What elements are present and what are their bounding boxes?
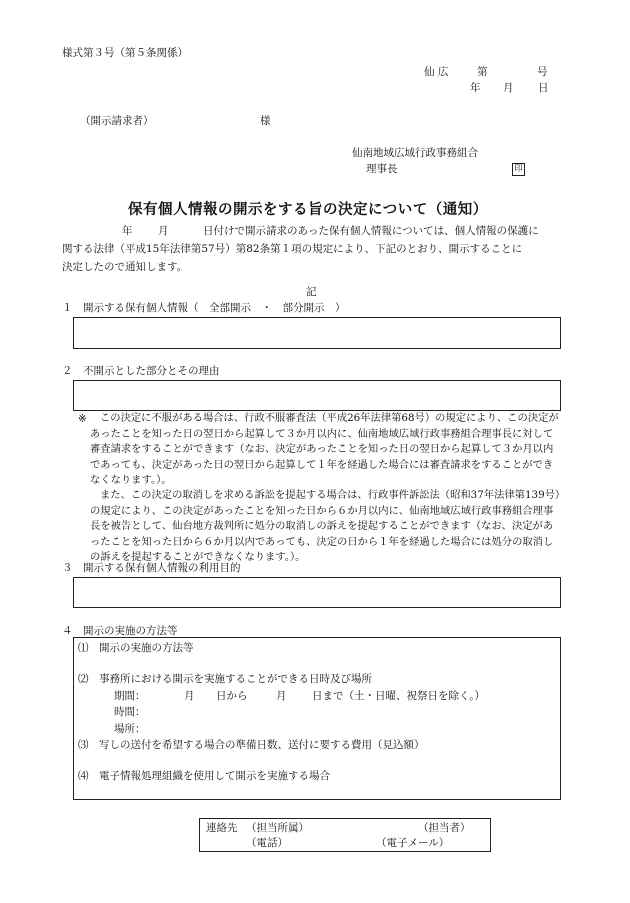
doc-go: 号 — [537, 66, 548, 78]
period-from: 日から — [216, 690, 248, 702]
requester-honorific: 様 — [260, 115, 271, 127]
notice-mark: ※ — [78, 413, 87, 425]
document-title: 保有個人情報の開示をする旨の決定について（通知） — [128, 201, 488, 218]
section-1-label: １ 開示する保有個人情報（ 全部開示 ・ 部分開示 ） — [62, 302, 346, 314]
period-month-2: 月 — [276, 690, 287, 702]
contact-dept: （担当所属） — [246, 822, 309, 834]
ki-heading: 記 — [306, 286, 317, 298]
contact-label: 連絡先 — [206, 822, 238, 834]
section-4-label: ４ 開示の実施の方法等 — [62, 625, 178, 637]
requester-label: （開示請求者） — [80, 115, 154, 127]
section-2-label: ２ 不開示とした部分とその理由 — [62, 365, 220, 377]
date-month: 月 — [503, 82, 514, 94]
date-day: 日 — [538, 82, 549, 94]
section-1-box — [73, 317, 561, 349]
issuer-org: 仙南地域広域行政事務組合 — [352, 147, 478, 159]
intro-line1: 日付けで開示請求のあった保有個人情報については、個人情報の保護に — [203, 225, 539, 237]
section-3-box — [73, 577, 561, 608]
contact-email: （電子メール） — [376, 837, 450, 849]
method-item-4: ⑷ 電子情報処理組織を使用して開示を実施する場合 — [78, 770, 330, 782]
section-2-box — [73, 380, 561, 411]
seal-mark: 印 — [512, 163, 525, 176]
doc-office: 仙 広 — [424, 66, 449, 78]
issuer-title: 理事長 — [366, 163, 398, 175]
method-item-2: ⑵ 事務所における開示を実施することができる日時及び場所 — [78, 673, 372, 685]
section-4-box — [73, 637, 561, 800]
section-3-label: ３ 開示する保有個人情報の利用目的 — [62, 562, 241, 574]
contact-phone: （電話） — [246, 837, 288, 849]
period-to: 日まで（土・日曜、祝祭日を除く。） — [312, 690, 486, 702]
contact-box — [199, 818, 491, 852]
intro-month: 月 — [158, 225, 169, 237]
time-label: 時間： — [114, 706, 146, 718]
place-label: 場所： — [114, 723, 146, 735]
date-year: 年 — [470, 82, 481, 94]
period-label: 期間： — [114, 690, 146, 702]
period-month-1: 月 — [184, 690, 195, 702]
form-number: 様式第３号（第５条関係） — [62, 47, 188, 59]
contact-person: （担当者） — [418, 822, 471, 834]
notice-paragraph-2: また、この決定の取消しを求める訴訟を提起する場合は、行政事件訴訟法（昭和37年法律第139号）の規定により、この決定があったことを知った日から６か月以内に、仙南地域広域行政事務組合理事長を被告として、仙台地方裁判所に処分の取消しの訴えを提起することができます（なお、決定があったことを知った日から６か月以内であっても、決定の日から１年を経過した場合には処分の取消しの訴えを提起することができなくなります。）。 — [90, 489, 561, 564]
intro-year: 年 — [122, 225, 133, 237]
intro-line3: 決定したので通知します。 — [62, 261, 188, 273]
doc-dai: 第 — [477, 66, 488, 78]
method-item-3: ⑶ 写しの送付を希望する場合の準備日数、送付に要する費用（見込額） — [78, 739, 425, 751]
method-item-1: ⑴ 開示の実施の方法等 — [78, 642, 194, 654]
intro-line2: 関する法律（平成15年法律第57号）第82条第１項の規定により、下記のとおり、開示することに — [62, 243, 523, 255]
notice-paragraph-1: この決定に不服がある場合は、行政不服審査法（平成26年法律第68号）の規定により、この決定があったことを知った日の翌日から起算して３か月以内に、仙南地域広域行政事務組合理事長に対して審査請求をすることができます（なお、決定があったことを知った日の翌日から起算して３か月以内であっても、決定があった日の翌日から起算して１年を経過した場合には審査請求をすることができなくなります。）。 — [90, 412, 559, 487]
